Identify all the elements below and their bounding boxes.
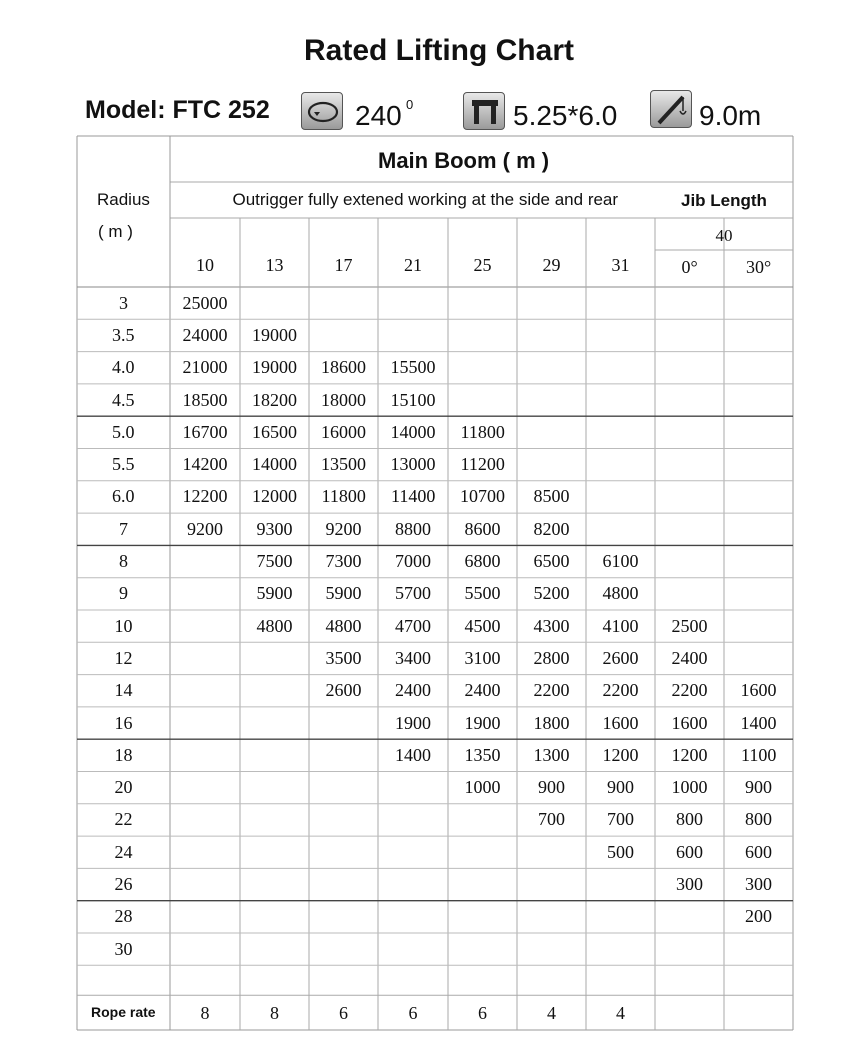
load-cell: 18600 [321, 357, 366, 378]
load-cell: 4800 [602, 583, 639, 604]
load-cell: 10700 [460, 486, 505, 507]
outrigger-span-value: 5.25*6.0 [513, 100, 618, 131]
load-cell: 1600 [602, 712, 639, 733]
load-cell: 2500 [671, 615, 708, 636]
load-cell: 13500 [321, 454, 366, 475]
boom-length-header: 10 [196, 254, 214, 275]
load-cell: 4800 [256, 615, 293, 636]
radius-cell: 20 [114, 777, 133, 798]
load-cell: 2600 [602, 647, 639, 668]
load-cell: 5900 [256, 583, 293, 604]
rope-rate-label: Rope rate [91, 1003, 156, 1020]
load-cell: 16000 [321, 421, 366, 442]
load-cell: 7300 [325, 551, 362, 572]
load-cell: 12200 [182, 486, 228, 507]
radius-cell: 12 [114, 647, 133, 668]
rope-rate-cell: 8 [270, 1003, 279, 1024]
load-cell: 900 [607, 777, 634, 798]
load-cell: 3100 [464, 647, 501, 668]
load-cell: 700 [607, 809, 634, 830]
load-cell: 3500 [325, 647, 362, 668]
radius-cell: 4.5 [112, 389, 135, 410]
load-cell: 2800 [533, 647, 570, 668]
boom-length-header: 13 [265, 254, 284, 275]
load-cell: 1400 [395, 744, 431, 765]
load-cell: 600 [745, 841, 772, 862]
load-cell: 2200 [671, 680, 708, 701]
main-boom-header: Main Boom ( m ) [378, 148, 550, 173]
load-cell: 16500 [252, 421, 297, 442]
load-cell: 11800 [321, 486, 366, 507]
load-cell: 5900 [325, 583, 362, 604]
load-cell: 2200 [533, 680, 570, 701]
load-cell: 8800 [395, 518, 431, 539]
load-cell: 1000 [464, 777, 501, 798]
load-cell: 18200 [252, 389, 297, 410]
load-cell: 200 [745, 906, 772, 927]
load-cell: 4500 [464, 615, 501, 636]
jib-angle-header: 30° [746, 256, 772, 277]
load-cell: 15100 [390, 389, 436, 410]
load-cell: 9200 [325, 518, 362, 539]
load-cell: 4300 [533, 615, 570, 636]
radius-cell: 18 [114, 744, 133, 765]
load-cell: 1200 [602, 744, 639, 765]
jib-length-header: Jib Length [681, 191, 767, 210]
load-cell: 800 [745, 809, 772, 830]
radius-cell: 30 [114, 938, 133, 959]
jib-length-value: 9.0m [699, 100, 762, 131]
load-cell: 1350 [464, 744, 501, 765]
load-cell: 18000 [321, 389, 366, 410]
load-cell: 9300 [256, 518, 293, 539]
load-cell: 21000 [182, 357, 228, 378]
load-cell: 19000 [252, 324, 297, 345]
load-cell: 12000 [252, 486, 297, 507]
radius-cell: 5.0 [112, 421, 135, 442]
load-cell: 2400 [395, 680, 431, 701]
load-cell: 1000 [671, 777, 708, 798]
load-cell: 6100 [602, 551, 639, 572]
load-cell: 7500 [256, 551, 293, 572]
radius-cell: 3.5 [112, 324, 135, 345]
rope-rate-cell: 6 [478, 1003, 487, 1024]
load-cell: 8500 [533, 486, 570, 507]
model-label: Model: FTC 252 [85, 96, 270, 124]
radius-cell: 26 [114, 874, 133, 895]
boom-length-header: 25 [473, 254, 492, 275]
load-cell: 1400 [740, 712, 777, 733]
load-cell: 11800 [460, 421, 505, 442]
radius-cell: 4.0 [112, 357, 135, 378]
load-cell: 2600 [325, 680, 362, 701]
rope-rate-cell: 4 [616, 1003, 625, 1024]
load-cell: 2400 [671, 647, 708, 668]
slewing-value: 240 [355, 100, 402, 131]
load-cell: 5200 [533, 583, 570, 604]
load-cell: 5500 [464, 583, 501, 604]
load-cell: 18500 [182, 389, 228, 410]
load-cell: 700 [538, 809, 565, 830]
load-cell: 11400 [391, 486, 436, 507]
rope-rate-cell: 4 [547, 1003, 556, 1024]
load-cell: 900 [538, 777, 565, 798]
load-cell: 2200 [602, 680, 639, 701]
load-cell: 1100 [741, 744, 777, 765]
load-cell: 2400 [464, 680, 501, 701]
load-cell: 7000 [395, 551, 431, 572]
radius-cell: 24 [114, 841, 133, 862]
load-cell: 1600 [740, 680, 777, 701]
rope-rate-cell: 8 [200, 1003, 210, 1024]
radius-cell: 22 [114, 809, 133, 830]
load-cell: 8600 [464, 518, 501, 539]
load-cell: 25000 [182, 292, 228, 313]
load-cell: 4800 [325, 615, 362, 636]
chart-title: Rated Lifting Chart [304, 34, 574, 67]
load-cell: 900 [745, 777, 772, 798]
load-cell: 5700 [395, 583, 431, 604]
load-cell: 4100 [602, 615, 639, 636]
load-cell: 8200 [533, 518, 570, 539]
load-cell: 1900 [395, 712, 431, 733]
load-cell: 3400 [395, 647, 431, 668]
boom-length-header: 31 [611, 254, 630, 275]
load-cell: 1600 [671, 712, 708, 733]
jib-angle-header: 0° [681, 256, 698, 277]
rope-rate-cell: 6 [408, 1003, 418, 1024]
load-cell: 9200 [187, 518, 223, 539]
load-cell: 4700 [395, 615, 431, 636]
radius-cell: 14 [114, 680, 133, 701]
load-cell: 1900 [464, 712, 501, 733]
load-cell: 19000 [252, 357, 297, 378]
boom-length-header: 21 [404, 254, 422, 275]
slewing-value-superscript: 0 [406, 97, 414, 112]
radius-cell: 5.5 [112, 454, 135, 475]
radius-unit: ( m ) [98, 222, 133, 241]
load-cell: 600 [676, 841, 703, 862]
load-cell: 14200 [182, 454, 228, 475]
load-cell: 16700 [182, 421, 228, 442]
load-cell: 14000 [390, 421, 436, 442]
load-cell: 13000 [390, 454, 436, 475]
jib-boom-value: 40 [715, 226, 733, 245]
load-cell: 300 [676, 874, 703, 895]
radius-cell: 3 [119, 292, 128, 313]
radius-cell: 6.0 [112, 486, 135, 507]
radius-cell: 10 [114, 615, 133, 636]
radius-cell: 28 [114, 906, 133, 927]
boom-length-header: 17 [334, 254, 353, 275]
load-cell: 1200 [671, 744, 708, 765]
outrigger-condition-header: Outrigger fully extened working at the side and rear [232, 190, 619, 209]
radius-cell: 7 [119, 518, 128, 539]
load-cell: 15500 [390, 357, 436, 378]
radius-cell: 16 [114, 712, 133, 733]
radius-header: Radius [97, 190, 150, 209]
load-cell: 6800 [464, 551, 501, 572]
load-cell: 800 [676, 809, 703, 830]
rope-rate-cell: 6 [339, 1003, 348, 1024]
radius-cell: 8 [119, 551, 128, 572]
load-cell: 1300 [533, 744, 570, 765]
load-cell: 14000 [252, 454, 297, 475]
load-cell: 6500 [533, 551, 570, 572]
radius-cell: 9 [119, 583, 128, 604]
load-cell: 500 [607, 841, 634, 862]
load-cell: 300 [745, 874, 772, 895]
boom-length-header: 29 [542, 254, 561, 275]
load-cell: 11200 [460, 454, 505, 475]
load-cell: 24000 [182, 324, 228, 345]
load-cell: 1800 [533, 712, 570, 733]
